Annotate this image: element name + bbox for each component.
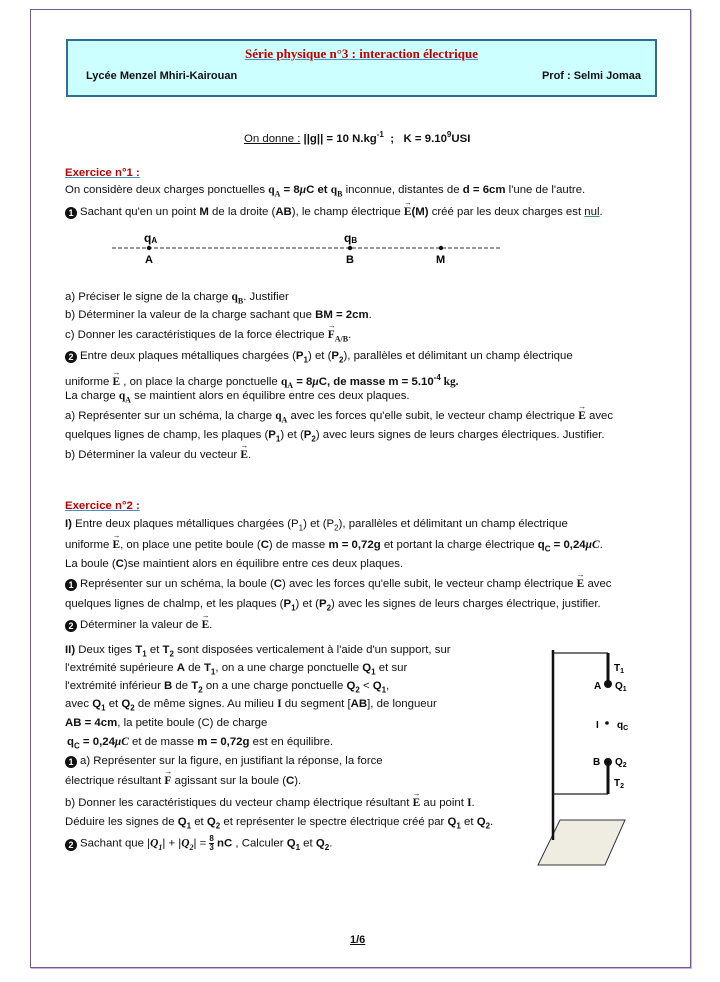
text: avec — [65, 698, 93, 710]
text: 1 — [291, 603, 296, 613]
ex1-question-c — [65, 328, 351, 346]
text: ) avec les signes de leurs charges électrique, justifier. — [331, 598, 601, 610]
g-value: ||g|| = 10 N.kg — [303, 132, 377, 145]
text: 2 — [130, 703, 135, 713]
text: q — [231, 291, 238, 303]
text: 1 — [303, 355, 308, 365]
text: C — [115, 558, 124, 570]
ex2-part2-line4 — [65, 697, 437, 715]
text: )se maintient alors en équilibre entre ces deux plaques. — [123, 558, 404, 570]
text: 1 — [158, 842, 163, 852]
ex1-question-2a-line2 — [65, 428, 605, 446]
text: C et — [306, 184, 331, 196]
text: 2 — [326, 603, 332, 613]
ex1-question-2a — [65, 409, 613, 427]
text: de — [184, 662, 204, 674]
text: uniforme — [65, 539, 113, 551]
text: C — [260, 539, 269, 551]
text: C — [273, 578, 282, 590]
ex2-part1-line3 — [65, 557, 403, 571]
ex2-part2-question-1a — [65, 754, 383, 768]
charge-value: = 0,24 — [79, 736, 115, 748]
text: B — [164, 680, 173, 692]
text: 2 — [485, 821, 491, 831]
text: . — [471, 797, 475, 809]
text: Q — [447, 816, 457, 828]
text: . — [209, 619, 213, 631]
number-1-icon: 1 — [65, 579, 77, 591]
base-plate — [538, 820, 625, 865]
text: et représenter le spectre électrique créé par — [220, 816, 448, 828]
text: q — [275, 410, 282, 422]
text: b) Déterminer la valeur du vecteur — [65, 449, 241, 461]
text: et — [105, 698, 122, 710]
text: . — [599, 539, 603, 551]
text: Q — [346, 680, 356, 692]
ex1-question-2-line3 — [65, 389, 410, 407]
text: B — [237, 296, 244, 306]
point-b-label: B — [346, 254, 354, 266]
distance-value: d = 6cm — [462, 184, 506, 196]
text: C — [286, 775, 295, 787]
qb-symbol: q — [330, 184, 338, 196]
ex2-part2-question-1b-line2 — [65, 815, 493, 833]
ex1-question-2 — [65, 349, 573, 367]
text: T — [162, 644, 170, 656]
g-exponent: -1 — [376, 130, 384, 139]
text: La boule ( — [65, 558, 116, 570]
charge-q2-dot — [604, 758, 612, 766]
number-1-icon: 1 — [65, 207, 77, 219]
text: ). — [294, 775, 302, 787]
text: quelques lignes de champ, les plaques ( — [65, 429, 269, 441]
text: 1 — [101, 703, 106, 713]
text: Q — [476, 816, 486, 828]
teacher-name: Prof : Selmi Jomaa — [541, 70, 641, 82]
vector-e: → E — [112, 538, 120, 552]
text: Q — [286, 837, 296, 850]
text: AB — [275, 206, 292, 218]
vector-e: → E — [240, 448, 248, 462]
text: 1 — [298, 523, 304, 533]
text: est en équilibre. — [249, 736, 334, 748]
label-q2: $Q_2$ — [615, 757, 627, 769]
fraction-numerator: 8 — [209, 834, 214, 843]
text: μ — [312, 375, 319, 388]
mass-value: m = 0,72g — [328, 539, 381, 551]
text: ) et (P — [303, 518, 335, 530]
point-b-dot — [348, 246, 352, 250]
label-a: A — [594, 681, 602, 692]
text: < — [359, 680, 373, 692]
text: μC — [114, 736, 129, 748]
k-exponent: 9 — [446, 130, 452, 139]
ex2-part2-line1 — [65, 643, 451, 661]
text: , on place une petite boule ( — [120, 539, 261, 551]
qa-label: qA — [144, 231, 158, 245]
label-i: I — [596, 720, 599, 731]
text: avec les forces qu'elle subit, le vecteur champ électrique — [287, 410, 579, 422]
text: ], de longueur — [367, 698, 437, 710]
exercise-1-title: Exercice n°1 : — [65, 167, 140, 179]
separator: ; — [390, 132, 395, 145]
number-1-icon: 1 — [65, 756, 77, 768]
qa-symbol: q — [268, 184, 275, 196]
text: 1 — [371, 667, 376, 677]
given-constants — [244, 128, 470, 146]
text: . — [490, 816, 494, 828]
ex2-part1-question-2 — [65, 618, 212, 632]
number-2-icon: 2 — [65, 351, 77, 363]
vector-e: → E — [202, 618, 210, 632]
text: | = — [193, 837, 210, 850]
text: Q — [315, 837, 325, 850]
text: I) — [65, 518, 72, 530]
text: Sachant que | — [80, 837, 151, 850]
qa-subscript: A — [274, 189, 281, 199]
text: 1 — [456, 821, 461, 831]
k-unit: USI — [451, 132, 471, 145]
text: b) Déterminer la valeur de la charge sachant que — [65, 309, 316, 321]
text: μC — [585, 539, 600, 551]
point-m-dot — [439, 246, 443, 250]
text: 1 — [186, 821, 192, 831]
text: avec — [585, 410, 614, 422]
text: C, de masse — [318, 375, 389, 388]
text: 1 — [142, 649, 147, 659]
text: A — [287, 381, 294, 391]
ex2-part2-line6 — [67, 735, 333, 753]
text: A/B — [334, 334, 349, 344]
text: ) avec leurs signes de leurs charges électriques. Justifier. — [315, 429, 605, 441]
ex2-part1-line1 — [65, 517, 568, 535]
text: a) Préciser le signe de la charge — [65, 291, 232, 303]
text: kg. — [440, 375, 459, 388]
point-a-label: A — [145, 254, 153, 266]
text: q — [67, 736, 74, 748]
text: , la petite boule (C) de charge — [117, 717, 268, 729]
text: 2 — [339, 355, 344, 365]
text: = 8 — [293, 375, 313, 388]
text: Q — [177, 816, 187, 828]
document-title: Série physique n°3 : interaction électrique — [244, 46, 479, 61]
vector-e: → E — [578, 409, 586, 423]
text: quelques lignes de chalmp, et les plaques ( — [65, 598, 284, 610]
text: P — [283, 598, 292, 610]
text: I — [467, 797, 472, 809]
text: ), parallèles et délimitant un champ électrique — [338, 518, 568, 530]
text: sont disposées verticalement à l'aide d'un support, sur — [173, 644, 451, 656]
page-number: 1/6 — [350, 934, 366, 946]
text: ) et ( — [307, 350, 332, 362]
text: II) — [65, 644, 76, 656]
text: b) Donner les caractéristiques du vecteur champ électrique résultant — [65, 797, 413, 809]
text: 2 — [324, 842, 330, 852]
charge-value: = 0,24 — [550, 539, 586, 551]
length-value: AB = 4cm — [65, 717, 118, 729]
text: c) Donner les caractéristiques de la force électrique — [65, 329, 328, 341]
text: . — [368, 309, 372, 321]
text: a) Représenter sur un schéma, la charge — [65, 410, 276, 422]
text: Entre deux plaques métalliques chargées (P — [71, 518, 299, 530]
text: on a une charge ponctuelle — [202, 680, 347, 692]
text: électrique résultant — [65, 775, 165, 787]
vector-e: → E — [577, 577, 585, 591]
text: du segment [ — [281, 698, 351, 710]
text: Entre deux plaques métalliques chargées ( — [80, 350, 296, 362]
text: ), parallèles et délimitant un champ électrique — [343, 350, 573, 362]
text: . — [348, 329, 352, 341]
number-2-icon: 2 — [65, 839, 77, 851]
text: Sachant qu'en un point — [80, 206, 200, 218]
text: = 8 — [280, 184, 300, 196]
text: q — [280, 375, 288, 388]
vector-e: → E — [112, 375, 120, 389]
text: , on a une charge ponctuelle — [215, 662, 363, 674]
text: . — [329, 837, 333, 850]
text: ) et ( — [280, 429, 304, 441]
label-b: B — [593, 757, 601, 768]
text: a) Représenter sur la figure, en justifiant la réponse, la force — [80, 755, 383, 767]
text: l'une de l'autre. — [505, 184, 586, 196]
ex2-part1-question-1 — [65, 577, 612, 591]
ex2-part2-question-2 — [65, 835, 332, 855]
qb-label: qB — [344, 231, 358, 245]
header-box — [66, 39, 657, 97]
text: M — [199, 206, 209, 218]
text: l'extrémité inférieur — [65, 680, 165, 692]
text: 2 — [189, 842, 194, 852]
text: Q — [150, 837, 159, 850]
charges-line-figure — [100, 225, 520, 270]
fraction-denominator: 3 — [209, 843, 214, 852]
text: P — [295, 350, 304, 362]
text: Q — [372, 680, 382, 692]
text: , on place la charge ponctuelle — [120, 375, 281, 388]
text: et — [300, 837, 316, 850]
ex2-part1-question-1-line2 — [65, 597, 601, 615]
text: . — [599, 206, 603, 218]
text: 1 — [275, 434, 281, 444]
text: T — [135, 644, 143, 656]
text: P — [268, 429, 276, 441]
ex1-question-a — [65, 290, 289, 308]
text: et — [191, 816, 207, 828]
text: P — [303, 429, 312, 441]
text: ) de masse — [268, 539, 329, 551]
ex2-part2-line3 — [65, 679, 389, 697]
support-figure — [530, 640, 650, 870]
text: BM = 2cm — [315, 309, 369, 321]
text: Représenter sur un schéma, la boule ( — [80, 578, 274, 590]
ex2-part2-line2 — [65, 661, 407, 679]
text: Q — [121, 698, 131, 710]
vector-f: → F — [164, 774, 171, 788]
ball-c-dot — [605, 721, 609, 725]
text: 1 — [295, 842, 301, 852]
text: P — [331, 350, 340, 362]
text: 2 — [355, 685, 360, 695]
text: q — [118, 390, 126, 402]
text: -4 — [433, 373, 441, 382]
text: Q — [181, 837, 190, 850]
text: 2 — [311, 434, 316, 444]
text: 2 — [334, 523, 339, 533]
k-value: K = 9.10 — [403, 132, 447, 145]
text: 1 — [381, 685, 387, 695]
text: Deux tiges — [75, 644, 136, 656]
text: , Calculer — [232, 837, 287, 850]
text: AB — [350, 698, 368, 710]
vector-f: → F — [328, 328, 335, 342]
text: T — [191, 680, 199, 692]
point-m-label: M — [436, 254, 446, 266]
text: ), le champ électrique — [291, 206, 404, 218]
text: et portant la charge électrique — [380, 539, 538, 551]
charge-q1-dot — [604, 680, 612, 688]
text: et — [146, 644, 163, 656]
text: . — [247, 449, 252, 461]
text: 2 — [215, 821, 221, 831]
text: 2 — [169, 649, 174, 659]
mass-value: m = 0,72g — [197, 736, 250, 748]
text: Q — [92, 698, 102, 710]
label-q1: $Q_1$ — [615, 681, 627, 693]
text: et — [460, 816, 477, 828]
text: , — [386, 680, 390, 692]
text: et de masse — [128, 736, 198, 748]
text: l'extrémité supérieure — [65, 662, 177, 674]
text: C — [544, 544, 551, 554]
label-qc: $q_C$ — [617, 720, 629, 732]
text: On considère deux charges ponctuelles — [65, 184, 269, 196]
given-label: On donne : — [244, 132, 301, 145]
text: Déduire les signes de — [65, 816, 178, 828]
text: . Justifier — [243, 291, 289, 303]
qb-subscript: B — [337, 189, 343, 199]
text: A — [281, 415, 288, 425]
vector-e: → E — [413, 796, 421, 810]
text: Q — [206, 816, 216, 828]
text: nC — [213, 837, 233, 850]
text: La charge — [65, 390, 119, 402]
text: | + | — [162, 837, 182, 850]
ex1-question-b — [65, 308, 372, 322]
ex2-part2-line5 — [65, 716, 267, 730]
vector-e: → E — [404, 205, 412, 219]
text: 1 — [210, 667, 216, 677]
text: P — [318, 598, 327, 610]
text: se maintient alors en équilibre entre ces deux plaques. — [130, 390, 410, 402]
text: de même signes. Au milieu — [134, 698, 278, 710]
text: ) et ( — [295, 598, 319, 610]
text: inconnue, distantes de — [342, 184, 463, 196]
text: de — [172, 680, 192, 692]
label-t1: $T_1$ — [614, 663, 625, 675]
ex2-part2-question-1b — [65, 796, 475, 810]
ex2-part1-line2 — [65, 538, 603, 556]
text: T — [203, 662, 211, 674]
text: de la droite ( — [208, 206, 276, 218]
text: C — [73, 741, 80, 751]
number-2-icon: 2 — [65, 620, 77, 632]
mu-symbol: μ — [299, 184, 307, 196]
text: Déterminer la valeur de — [80, 619, 202, 631]
ex2-part2-question-1a-line2 — [65, 774, 301, 788]
text: au point — [420, 797, 468, 809]
school-name: Lycée Menzel Mhiri-Kairouan — [86, 70, 238, 82]
text: nul — [584, 206, 600, 218]
ex1-intro — [65, 183, 585, 201]
text: agissant sur la boule ( — [171, 775, 286, 787]
ex1-question-2b — [65, 448, 251, 462]
text: uniforme — [65, 375, 113, 388]
text: A — [125, 395, 131, 405]
point-a-dot — [147, 246, 151, 250]
text: q — [537, 539, 545, 551]
text: Q — [362, 662, 372, 674]
exercise-2-title: Exercice n°2 : — [65, 500, 140, 512]
ex1-question-1 — [65, 205, 603, 219]
text: (M) — [411, 206, 429, 218]
text: ) avec les forces qu'elle subit, le vecteur champ électrique — [281, 578, 577, 590]
label-t2: $T_2$ — [614, 778, 625, 790]
text: créé par les deux charges est — [428, 206, 585, 218]
text: et sur — [375, 662, 408, 674]
mass-value: m = 5.10 — [388, 375, 434, 388]
text: avec — [584, 578, 612, 590]
text: I — [277, 698, 282, 710]
text: A — [176, 662, 185, 674]
text: 2 — [198, 685, 203, 695]
